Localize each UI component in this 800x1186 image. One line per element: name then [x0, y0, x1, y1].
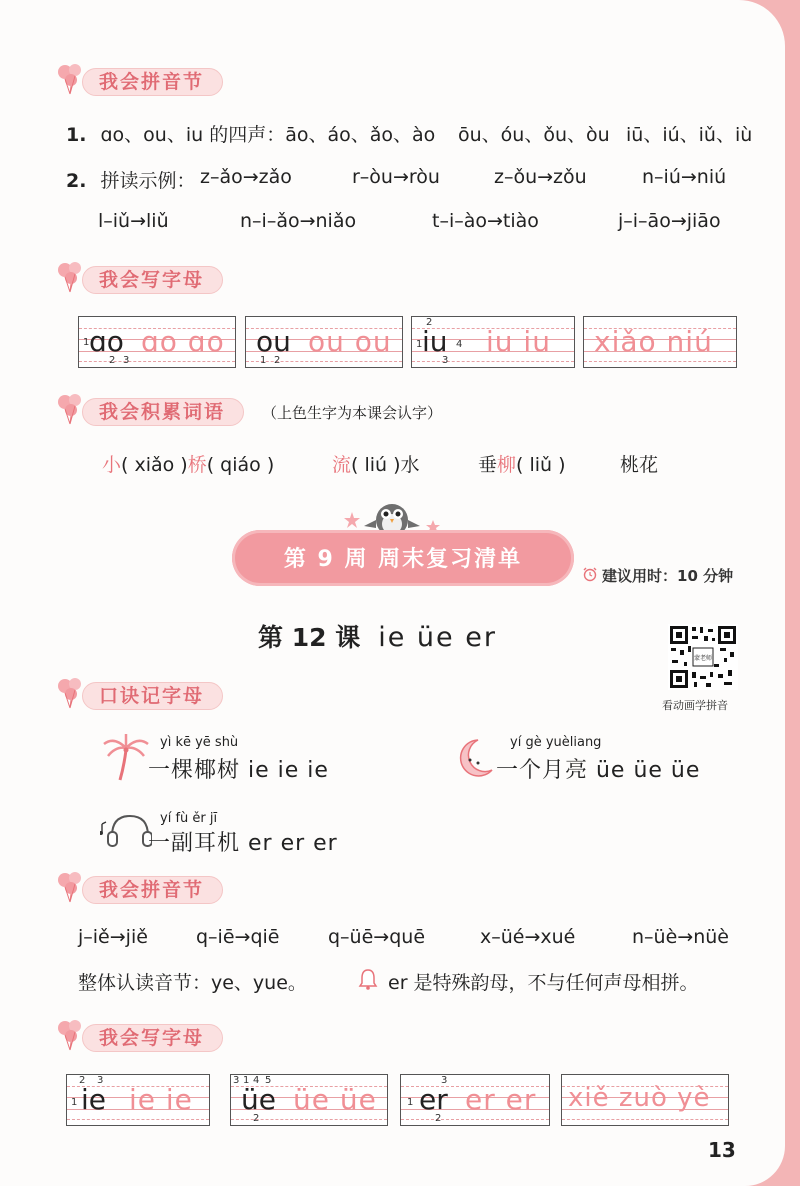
stroke-number: 2: [253, 1113, 260, 1124]
stroke-number: 5: [265, 1075, 272, 1086]
lesson-letters: ie üe er: [378, 622, 497, 653]
stroke-number: 1: [243, 1075, 250, 1086]
writing-box-ie: [66, 1074, 210, 1126]
word-char: 流: [332, 454, 352, 476]
example-2: r–òu→ròu: [352, 166, 440, 188]
stroke-number: 1: [416, 339, 423, 350]
example-5: l–iǔ→liǔ: [98, 210, 169, 232]
crescent-moon-icon: [452, 736, 496, 780]
stroke-number: 2: [426, 317, 433, 328]
headphones-icon: [100, 810, 152, 850]
words-note: （上色生字为本课会认字）: [262, 404, 443, 422]
section-title: 我会拼音节: [82, 876, 223, 904]
er-note: er 是特殊韵母，不与任何声母相拼。: [388, 972, 699, 994]
stroke-number: 3: [442, 355, 449, 366]
stroke-number: 1: [83, 337, 90, 348]
writing-box-ue: [230, 1074, 388, 1126]
bell-icon: [358, 968, 378, 990]
word-xiao-qiao: [102, 450, 274, 477]
letter-trace: ie ie: [129, 1083, 193, 1116]
word-char: 桥: [187, 454, 207, 476]
word-char: 水: [400, 454, 420, 476]
word-char: 垂: [478, 454, 498, 476]
word-chui-liu: [478, 450, 566, 477]
section-title: 我会积累词语: [82, 398, 244, 426]
lesson-number: 第 12 课: [258, 623, 361, 652]
example-7: t–i–ào→tiào: [432, 210, 539, 232]
writing-box-xie-zuo-ye: [561, 1074, 729, 1126]
letter-model: iu: [422, 325, 448, 358]
section-title: 口诀记字母: [82, 682, 223, 710]
writing-box-ao: [78, 316, 236, 368]
letter-model: ou: [256, 325, 291, 358]
example-8: j–i–āo→jiāo: [618, 210, 721, 232]
letter-model: ɑo: [89, 325, 124, 358]
letter-model: ie: [81, 1083, 107, 1116]
word-liu-shui: [332, 450, 420, 477]
weekly-review-banner: [232, 530, 574, 586]
section-title: 我会写字母: [82, 266, 223, 294]
rhyme-1: 一棵椰树 ie ie ie: [148, 758, 329, 783]
alarm-clock-icon: [582, 566, 598, 582]
writing-box-ou: [245, 316, 403, 368]
rhyme-1-pinyin: yì kē yē shù: [160, 735, 239, 750]
stroke-number: 4: [253, 1075, 260, 1086]
letter-trace: ɑo ɑo: [141, 325, 225, 358]
stroke-number: 1: [260, 355, 267, 366]
section-title: 我会写字母: [82, 1024, 223, 1052]
banner-title: 第 9 周 周末复习清单: [283, 547, 523, 572]
letter-trace: er er: [465, 1083, 537, 1116]
qr-code-icon[interactable]: [668, 624, 738, 690]
word-pinyin: ( liǔ ): [516, 454, 566, 476]
rhyme-3: 一副耳机 er er er: [148, 831, 338, 856]
writing-box-xiao-niu: [583, 316, 737, 368]
letter-model: üe: [241, 1083, 276, 1116]
stroke-number: 1: [71, 1097, 78, 1108]
stroke-number: 3: [441, 1075, 448, 1086]
section-title: 我会拼音节: [82, 68, 223, 96]
stroke-number: 3: [97, 1075, 104, 1086]
example-3: z–ǒu→zǒu: [494, 166, 587, 188]
tones-iu: iū、iú、iǔ、iù: [626, 124, 753, 146]
stroke-number: 3: [233, 1075, 240, 1086]
page-number: 13: [708, 1138, 736, 1162]
stroke-number: 2: [274, 355, 281, 366]
letter-trace: iu iu: [486, 325, 551, 358]
tones-ou: ōu、óu、ǒu、òu: [458, 124, 610, 146]
example-1: z–ǎo→zǎo: [200, 166, 292, 188]
example-2-1: j–iě→jiě: [78, 926, 148, 948]
example-2-3: q–üē→quē: [328, 926, 426, 948]
lesson-title: [258, 618, 497, 654]
word-pinyin: ( liú ): [351, 454, 401, 476]
word-pinyin: ( xiǎo ): [121, 454, 188, 476]
rhyme-3-pinyin: yí fù ěr jī: [160, 811, 218, 826]
example-2-4: x–üé→xué: [480, 926, 576, 948]
stroke-number: 4: [456, 339, 463, 350]
stroke-number: 1: [407, 1097, 414, 1108]
example-2-2: q–iē→qiē: [196, 926, 280, 948]
word-char: 小: [102, 454, 122, 476]
example-4: n–iú→niú: [642, 166, 727, 188]
stroke-number: 2: [109, 355, 116, 366]
word-char: 柳: [497, 454, 517, 476]
qr-caption: 看动画学拼音: [662, 699, 728, 712]
rhyme-2: 一个月亮 üe üe üe: [496, 758, 701, 783]
suggested-time: 建议用时：10 分钟: [602, 567, 734, 585]
example-2-5: n–üè→nüè: [632, 926, 729, 948]
letter-model: er: [419, 1083, 448, 1116]
writing-box-iu: [411, 316, 575, 368]
word-tao-hua: 桃花: [620, 454, 659, 476]
qr-logo-text: 蒙老师: [693, 655, 713, 662]
rhyme-2-pinyin: yí gè yuèliang: [510, 735, 602, 750]
letter-trace: xiě zuò yè: [568, 1083, 711, 1113]
letter-trace: ou ou: [308, 325, 392, 358]
example-6: n–i–ǎo→niǎo: [240, 210, 357, 232]
letter-trace: üe üe: [293, 1083, 377, 1116]
word-pinyin: ( qiáo ): [206, 454, 275, 476]
whole-syllables: 整体认读音节：ye、yue。: [78, 972, 307, 994]
palm-tree-icon: [102, 732, 150, 782]
pinyin-item-1: 1. ɑo、ou、iu 的四声：āo、áo、ǎo、ào: [66, 124, 436, 146]
stroke-number: 2: [79, 1075, 86, 1086]
letter-trace: xiǎo niú: [594, 325, 713, 358]
writing-box-er: [400, 1074, 550, 1126]
stroke-number: 2: [435, 1113, 442, 1124]
pinyin-item-2: 2. 拼读示例：: [66, 170, 196, 192]
stroke-number: 3: [123, 355, 130, 366]
star-icon: [344, 512, 360, 528]
